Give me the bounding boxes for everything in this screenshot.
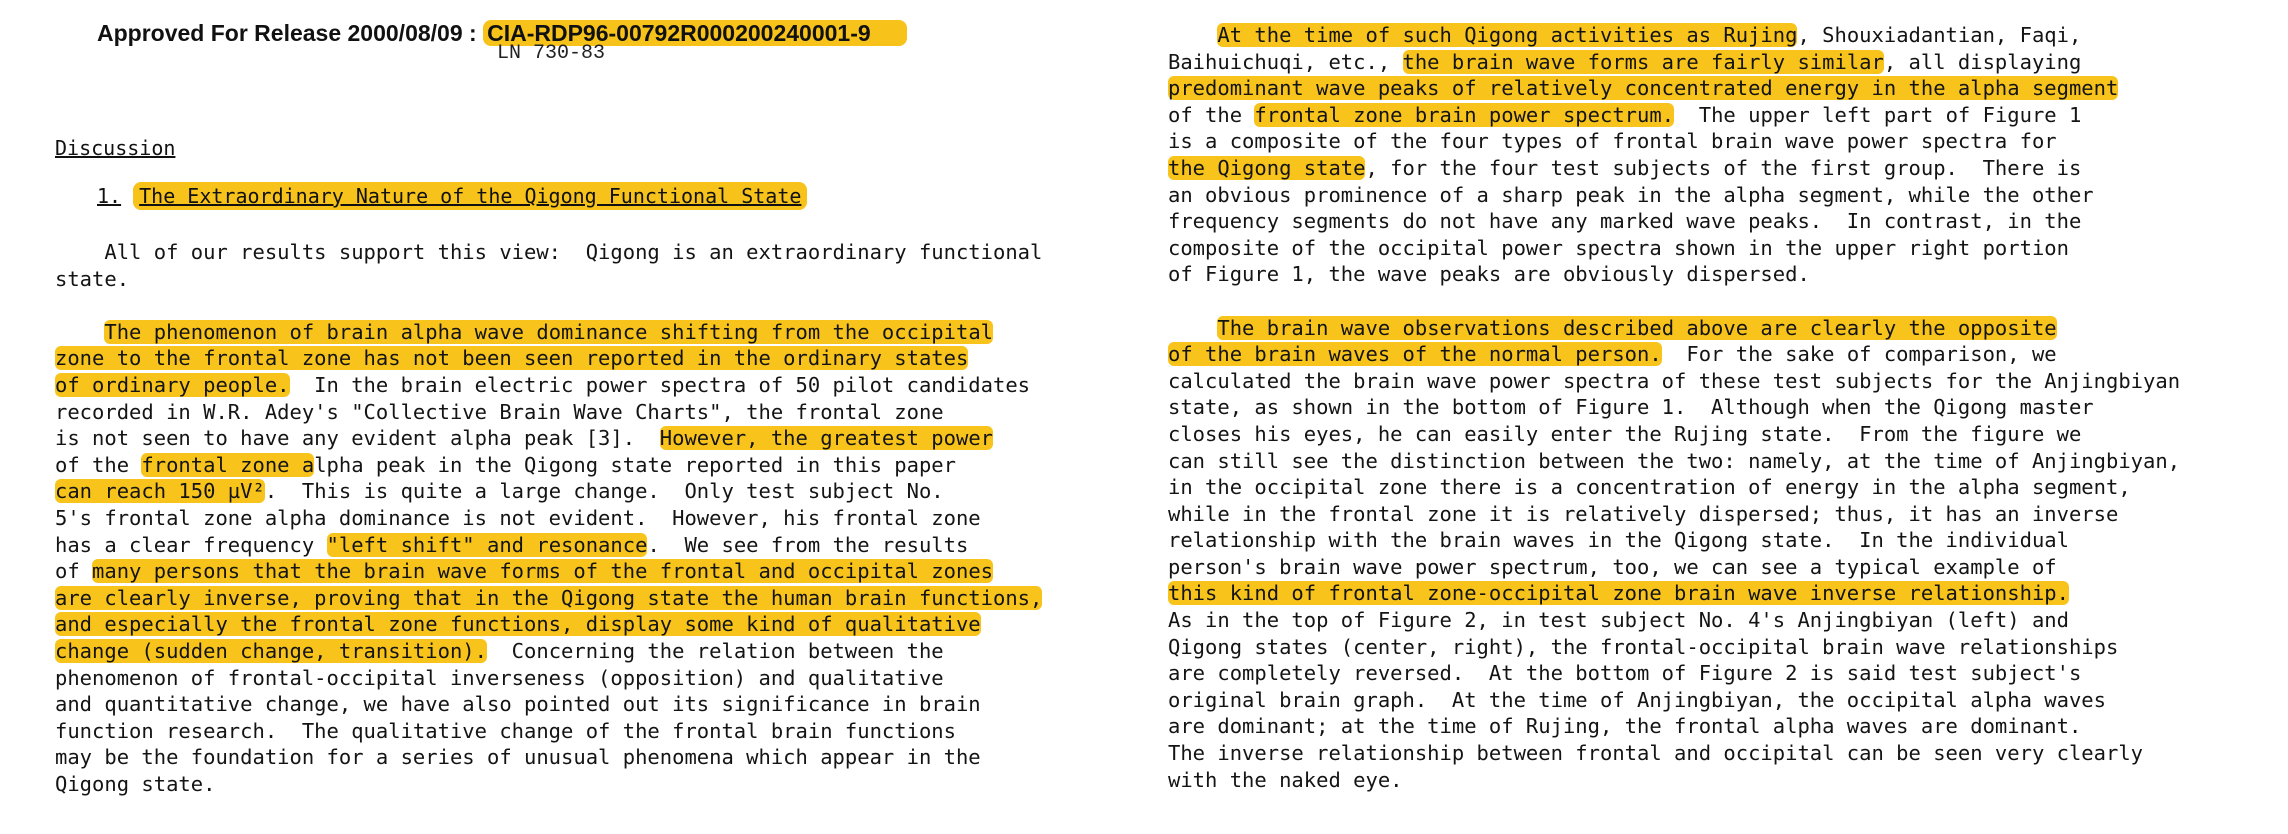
- text-line: [1168, 527, 2180, 554]
- text-segment: is not seen to have any evident alpha peak [3].: [55, 426, 660, 451]
- text-segment: , all displaying: [1883, 49, 2082, 74]
- highlighted-text: The phenomenon of brain alpha wave dominance shifting from the occipital: [104, 319, 994, 344]
- text-segment: For the sake of comparison, we: [1661, 342, 2057, 367]
- highlighted-text: the brain wave forms are fairly similar: [1402, 49, 1884, 74]
- text-segment: of the: [1168, 102, 1255, 127]
- right-page: [1144, 0, 2288, 834]
- text-segment: function research. The qualitative change of the frontal brain functions: [55, 718, 956, 743]
- text-segment: frequency segments do not have any marked wave peaks. In contrast, in the: [1168, 209, 2082, 234]
- text-line: [1168, 767, 2180, 794]
- text-segment: calculated the brain wave power spectra of these test subjects for the Anjingbiyan: [1168, 368, 2181, 393]
- text-line: [1168, 394, 2180, 421]
- text-line: [55, 399, 1042, 426]
- text-line: [55, 425, 1042, 452]
- section-heading: Discussion: [55, 136, 176, 160]
- highlighted-text: change (sudden change, transition).: [55, 638, 487, 663]
- text-line: [55, 319, 1042, 346]
- text-segment: lpha peak in the Qigong state reported in this paper: [314, 452, 956, 477]
- text-line: [1168, 421, 2180, 448]
- text-line: [55, 744, 1042, 771]
- text-segment: All of our results support this view: Qigong is an extraordinary functional: [55, 240, 1043, 264]
- text-segment: while in the frontal zone it is relatively dispersed; thus, it has an inverse: [1168, 501, 2119, 526]
- highlighted-text: can reach 150 µV²: [55, 479, 265, 504]
- text-segment: The inverse relationship between frontal and occipital can be seen very clearly: [1168, 741, 2144, 766]
- text-line: [1168, 235, 2180, 262]
- text-segment: relationship with the brain waves in the Qigong state. In the individual: [1168, 528, 2069, 553]
- highlighted-text: frontal zone a: [141, 452, 315, 477]
- text-segment: [55, 320, 104, 344]
- text-line: [1168, 554, 2180, 581]
- text-segment: . We see from the results: [647, 532, 969, 557]
- highlighted-text: "left shift" and resonance: [326, 532, 648, 557]
- ln-number: LN 730-83: [497, 42, 606, 65]
- text-segment: are completely reversed. At the bottom of Figure 2 is said test subject's: [1168, 661, 2082, 686]
- text-line: [55, 771, 1042, 798]
- text-segment: [1168, 316, 1217, 340]
- text-segment: an obvious prominence of a sharp peak in the alpha segment, while the other: [1168, 182, 2094, 207]
- text-segment: person's brain wave power spectrum, too, we can see a typical example of: [1168, 554, 2057, 579]
- text-segment: recorded in W.R. Adey's "Collective Brain Wave Charts", the frontal zone: [55, 399, 944, 424]
- text-line: [55, 558, 1042, 585]
- text-line: [1168, 474, 2180, 501]
- highlighted-text: of ordinary people.: [55, 372, 290, 397]
- text-line: [1168, 22, 2180, 49]
- text-line: [55, 718, 1042, 745]
- text-segment: with the naked eye.: [1168, 767, 1403, 792]
- text-segment: In the brain electric power spectra of 50 pilot candidates: [289, 372, 1031, 397]
- text-segment: Concerning the relation between the: [486, 638, 944, 663]
- text-segment: may be the foundation for a series of unusual phenomena which appear in the: [55, 745, 981, 770]
- text-line: [55, 532, 1042, 559]
- text-line: [1168, 182, 2180, 209]
- text-line: [55, 266, 1042, 293]
- text-line: [1168, 448, 2180, 475]
- text-segment: composite of the occipital power spectra shown in the upper right portion: [1168, 235, 2069, 260]
- text-segment: [1168, 23, 1217, 47]
- text-line: [55, 585, 1042, 612]
- text-segment: of: [55, 559, 93, 584]
- text-segment: of Figure 1, the wave peaks are obviously dispersed.: [1168, 262, 1810, 287]
- highlighted-text: predominant wave peaks of relatively concentrated energy in the alpha segment: [1168, 76, 2119, 101]
- text-segment: of the: [55, 452, 142, 477]
- document-id: CIA-RDP96-00792R000200240001-9: [483, 20, 907, 46]
- highlighted-text: zone to the frontal zone has not been seen reported in the ordinary states: [55, 346, 969, 371]
- text-line: [1168, 288, 2180, 315]
- text-segment: Qigong state.: [55, 771, 216, 796]
- text-line: [1168, 49, 2180, 76]
- text-line: [55, 345, 1042, 372]
- highlighted-text: many persons that the brain wave forms of the frontal and occipital zones: [92, 559, 994, 584]
- text-segment: Baihuichuqi, etc.,: [1168, 49, 1403, 74]
- item-title: The Extraordinary Nature of the Qigong Functional State: [133, 182, 807, 210]
- text-line: [55, 292, 1042, 319]
- text-line: [1168, 660, 2180, 687]
- text-line: [1168, 634, 2180, 661]
- text-line: [55, 478, 1042, 505]
- text-line: [55, 452, 1042, 479]
- text-line: [1168, 687, 2180, 714]
- text-line: [1168, 75, 2180, 102]
- text-line: [55, 611, 1042, 638]
- highlighted-text: this kind of frontal zone-occipital zone brain wave inverse relationship.: [1168, 581, 2069, 606]
- highlighted-text: and especially the frontal zone functions, display some kind of qualitative: [55, 612, 981, 637]
- text-line: [55, 638, 1042, 665]
- text-line: [1168, 341, 2180, 368]
- text-segment: are dominant; at the time of Rujing, the frontal alpha waves are dominant.: [1168, 714, 2082, 739]
- text-segment: state.: [55, 266, 130, 291]
- highlighted-text: At the time of such Qigong activities as Rujing: [1217, 23, 1798, 47]
- text-segment: has a clear frequency: [55, 532, 327, 557]
- text-segment: can still see the distinction between the two: namely, at the time of Anjingbiyan,: [1168, 448, 2181, 473]
- text-line: [55, 505, 1042, 532]
- text-line: [55, 372, 1042, 399]
- text-line: [1168, 261, 2180, 288]
- item-number: 1.: [97, 184, 122, 208]
- text-segment: 5's frontal zone alpha dominance is not evident. However, his frontal zone: [55, 505, 981, 530]
- text-segment: original brain graph. At the time of Anjingbiyan, the occipital alpha waves: [1168, 687, 2106, 712]
- text-segment: The upper left part of Figure 1: [1674, 102, 2082, 127]
- text-line: [1168, 580, 2180, 607]
- text-segment: state, as shown in the bottom of Figure 1. Although when the Qigong master: [1168, 395, 2094, 420]
- text-line: [1168, 128, 2180, 155]
- text-line: [1168, 102, 2180, 129]
- text-line: [1168, 501, 2180, 528]
- highlighted-text: The brain wave observations described above are clearly the opposite: [1217, 315, 2057, 340]
- text-line: [1168, 740, 2180, 767]
- highlighted-text: of the brain waves of the normal person.: [1168, 342, 1662, 367]
- right-body-text: [1168, 22, 2180, 793]
- text-line: [1168, 713, 2180, 740]
- text-line: [1168, 315, 2180, 342]
- text-segment: is a composite of the four types of frontal brain wave power spectra for: [1168, 129, 2057, 154]
- release-approval-text: Approved For Release 2000/08/09 :: [97, 20, 484, 46]
- highlighted-text: However, the greatest power: [659, 426, 994, 451]
- text-segment: As in the top of Figure 2, in test subject No. 4's Anjingbiyan (left) and: [1168, 608, 2069, 633]
- text-line: [55, 665, 1042, 692]
- text-segment: , Shouxiadantian, Faqi,: [1797, 23, 2082, 47]
- text-segment: . This is quite a large change. Only test subject No.: [264, 479, 944, 504]
- left-body-text: [55, 239, 1042, 797]
- text-segment: Qigong states (center, right), the frontal-occipital brain wave relationships: [1168, 634, 2119, 659]
- text-segment: and quantitative change, we have also pointed out its significance in brain: [55, 692, 981, 717]
- text-line: [1168, 208, 2180, 235]
- highlighted-text: frontal zone brain power spectrum.: [1254, 102, 1675, 127]
- text-segment: , for the four test subjects of the first group. There is: [1365, 155, 2082, 180]
- text-segment: phenomenon of frontal-occipital inverseness (opposition) and qualitative: [55, 665, 944, 690]
- item-heading: [97, 184, 807, 208]
- text-segment: in the occipital zone there is a concentration of energy in the alpha segment,: [1168, 475, 2131, 500]
- text-line: [55, 691, 1042, 718]
- text-line: [1168, 368, 2180, 395]
- text-segment: closes his eyes, he can easily enter the Rujing state. From the figure we: [1168, 421, 2082, 446]
- text-line: [55, 239, 1042, 266]
- text-line: [1168, 155, 2180, 182]
- text-line: [1168, 607, 2180, 634]
- highlighted-text: the Qigong state: [1168, 155, 1366, 180]
- highlighted-text: are clearly inverse, proving that in the Qigong state the human brain functions,: [55, 585, 1043, 610]
